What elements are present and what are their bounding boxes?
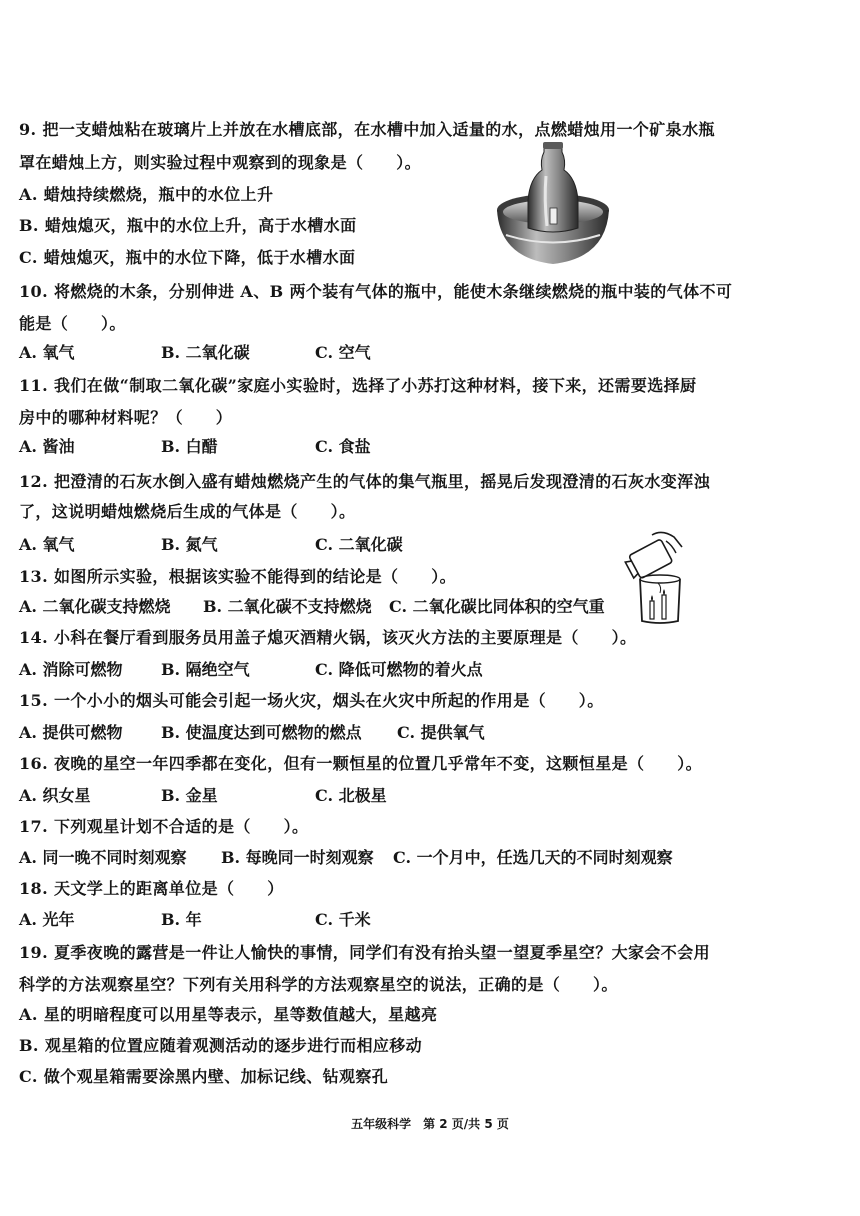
question-15-stem: 15. 一个小小的烟头可能会引起一场火灾，烟头在火灾中所起的作用是（ ）。	[19, 691, 604, 710]
question-17-stem: 17. 下列观星计划不合适的是（ ）。	[19, 817, 309, 836]
question-10-stem-cont: 能是（ ）。	[19, 314, 126, 333]
bottle-candle-basin-illustration	[494, 140, 612, 270]
question-16-option-b: B. 金星	[161, 786, 218, 805]
question-18-option-c: C. 千米	[315, 910, 371, 929]
question-17-option-a: A. 同一晚不同时刻观察	[19, 848, 187, 867]
question-12-option-c: C. 二氧化碳	[315, 535, 403, 554]
question-14-option-b: B. 隔绝空气	[161, 660, 250, 679]
question-10-stem: 10. 将燃烧的木条，分别伸进 A、B 两个装有气体的瓶中，能使木条继续燃烧的瓶中装的气体不可	[19, 282, 733, 301]
question-17-option-c: C. 一个月中，任选几天的不同时刻观察	[393, 848, 673, 867]
question-10-option-b: B. 二氧化碳	[161, 343, 250, 362]
page-footer: 五年级科学 第 2 页/共 5 页	[351, 1117, 509, 1131]
question-14-option-a: A. 消除可燃物	[19, 660, 123, 679]
question-11-option-c: C. 食盐	[315, 437, 371, 456]
question-15-option-b: B. 使温度达到可燃物的燃点	[161, 723, 362, 742]
pouring-co2-beaker-illustration	[622, 527, 698, 627]
question-18-option-b: B. 年	[161, 910, 202, 929]
question-19-option-a: A. 星的明暗程度可以用星等表示，星等数值越大，星越亮	[19, 1005, 438, 1024]
question-15-option-c: C. 提供氧气	[397, 723, 485, 742]
question-13-option-c: C. 二氧化碳比同体积的空气重	[389, 597, 605, 616]
question-16-option-c: C. 北极星	[315, 786, 387, 805]
question-18-option-a: A. 光年	[19, 910, 75, 929]
question-19-stem-cont: 科学的方法观察星空？下列有关用科学的方法观察星空的说法，正确的是（ ）。	[19, 975, 618, 994]
question-14-stem: 14. 小科在餐厅看到服务员用盖子熄灭酒精火锅，该灭火方法的主要原理是（ ）。	[19, 628, 637, 647]
question-10-option-a: A. 氧气	[19, 343, 75, 362]
question-11-option-b: B. 白醋	[161, 437, 218, 456]
question-16-option-a: A. 织女星	[19, 786, 91, 805]
question-16-stem: 16. 夜晚的星空一年四季都在变化，但有一颗恒星的位置几乎常年不变，这颗恒星是（ ）。	[19, 754, 703, 773]
question-9-stem-cont: 罩在蜡烛上方，则实验过程中观察到的现象是（ ）。	[19, 153, 422, 172]
question-11-option-a: A. 酱油	[19, 437, 75, 456]
question-9-stem: 9. 把一支蜡烛粘在玻璃片上并放在水槽底部，在水槽中加入适量的水，点燃蜡烛用一个矿泉水瓶	[19, 120, 715, 139]
question-13-option-b: B. 二氧化碳不支持燃烧	[203, 597, 372, 616]
question-19-option-b: B. 观星箱的位置应随着观测活动的逐步进行而相应移动	[19, 1036, 423, 1055]
question-12-stem: 12. 把澄清的石灰水倒入盛有蜡烛燃烧产生的气体的集气瓶里，摇晃后发现澄清的石灰水变浑浊	[19, 472, 711, 491]
question-9-option-c: C. 蜡烛熄灭，瓶中的水位下降，低于水槽水面	[19, 248, 356, 267]
question-9-option-a: A. 蜡烛持续燃烧，瓶中的水位上升	[19, 185, 274, 204]
question-12-option-b: B. 氮气	[161, 535, 218, 554]
question-14-option-c: C. 降低可燃物的着火点	[315, 660, 483, 679]
question-11-stem-cont: 房中的哪种材料呢？（ ）	[19, 408, 233, 427]
question-10-option-c: C. 空气	[315, 343, 371, 362]
question-18-stem: 18. 天文学上的距离单位是（ ）	[19, 879, 284, 898]
question-11-stem: 11. 我们在做“制取二氧化碳”家庭小实验时，选择了小苏打这种材料，接下来，还需要选择厨	[19, 376, 697, 395]
question-13-option-a: A. 二氧化碳支持燃烧	[19, 597, 171, 616]
question-12-option-a: A. 氧气	[19, 535, 75, 554]
question-15-option-a: A. 提供可燃物	[19, 723, 123, 742]
question-9-option-b: B. 蜡烛熄灭，瓶中的水位上升，高于水槽水面	[19, 216, 357, 235]
question-12-stem-cont: 了，这说明蜡烛燃烧后生成的气体是（ ）。	[19, 502, 356, 521]
question-19-option-c: C. 做个观星箱需要涂黑内壁、加标记线、钻观察孔	[19, 1067, 389, 1086]
question-17-option-b: B. 每晚同一时刻观察	[221, 848, 374, 867]
question-19-stem: 19. 夏季夜晚的露营是一件让人愉快的事情，同学们有没有抬头望一望夏季星空？大家会不会用	[19, 943, 711, 962]
question-13-stem: 13. 如图所示实验，根据该实验不能得到的结论是（ ）。	[19, 567, 457, 586]
